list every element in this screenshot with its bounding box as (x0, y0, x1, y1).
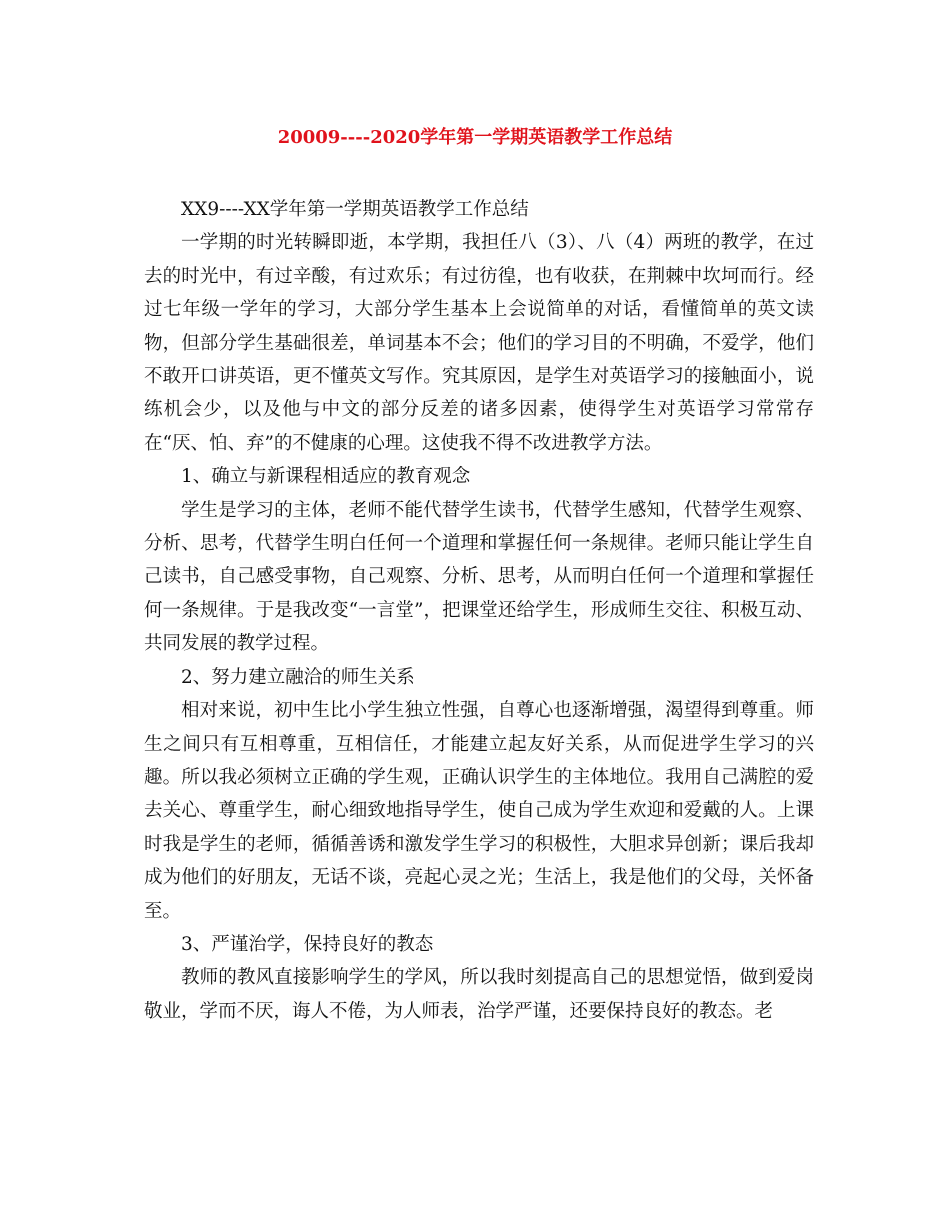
paragraph-intro: 一学期的时光转瞬即逝，本学期，我担任八（3）、八（4）两班的教学，在过去的时光中，有过辛酸，有过欢乐；有过彷徨，也有收获，在荆棘中坎坷而行。经过七年级一学年的学习，大部分学生基本上会说简单的对话，看懂简单的英文读物，但部分学生基础很差，单词基本不会；他们的学习目的不明确，不爱学，他们不敢开口讲英语，更不懂英文写作。究其原因，是学生对英语学习的接触面小，说练机会少，以及他与中文的部分反差的诸多因素，使得学生对英语学习常常存在“厌、怕、弃”的不健康的心理。这使我不得不改进教学方法。 (144, 232, 814, 454)
section-heading-2: 2、努力建立融洽的师生关系 (181, 666, 415, 688)
document-body (144, 193, 814, 1028)
document-title: 20009----2020学年第一学期英语教学工作总结 (277, 127, 673, 148)
paragraph-section-2: 相对来说，初中生比小学生独立性强，自尊心也逐渐增强，渴望得到尊重。师生之间只有互相尊重，互相信任，才能建立起友好关系，从而促进学生学习的兴趣。所以我必须树立正确的学生观，正确认识学生的主体地位。我用自己满腔的爱去关心、尊重学生，耐心细致地指导学生，使自己成为学生欢迎和爱戴的人。上课时我是学生的老师，循循善诱和激发学生学习的积极性，大胆求异创新；课后我却成为他们的好朋友，无话不谈，亮起心灵之光；生活上，我是他们的父母，关怀备至。 (144, 700, 814, 922)
section-heading-1: 1、确立与新课程相适应的教育观念 (181, 466, 471, 488)
paragraph-section-3: 教师的教风直接影响学生的学风，所以我时刻提高自己的思想觉悟，做到爱岗敬业，学而不厌，诲人不倦，为人师表，治学严谨，还要保持良好的教态。老 (144, 967, 814, 1022)
paragraph-subtitle: XX9----XX学年第一学期英语教学工作总结 (181, 199, 529, 220)
section-heading-3: 3、严谨治学，保持良好的教态 (181, 933, 434, 955)
paragraph-section-1: 学生是学习的主体，老师不能代替学生读书，代替学生感知，代替学生观察、分析、思考，代替学生明白任何一个道理和掌握任何一条规律。老师只能让学生自己读书，自己感受事物，自己观察、分析、思考，从而明白任何一个道理和掌握任何一条规律。于是我改变“一言堂”，把课堂还给学生，形成师生交往、积极互动、共同发展的教学过程。 (144, 499, 814, 655)
